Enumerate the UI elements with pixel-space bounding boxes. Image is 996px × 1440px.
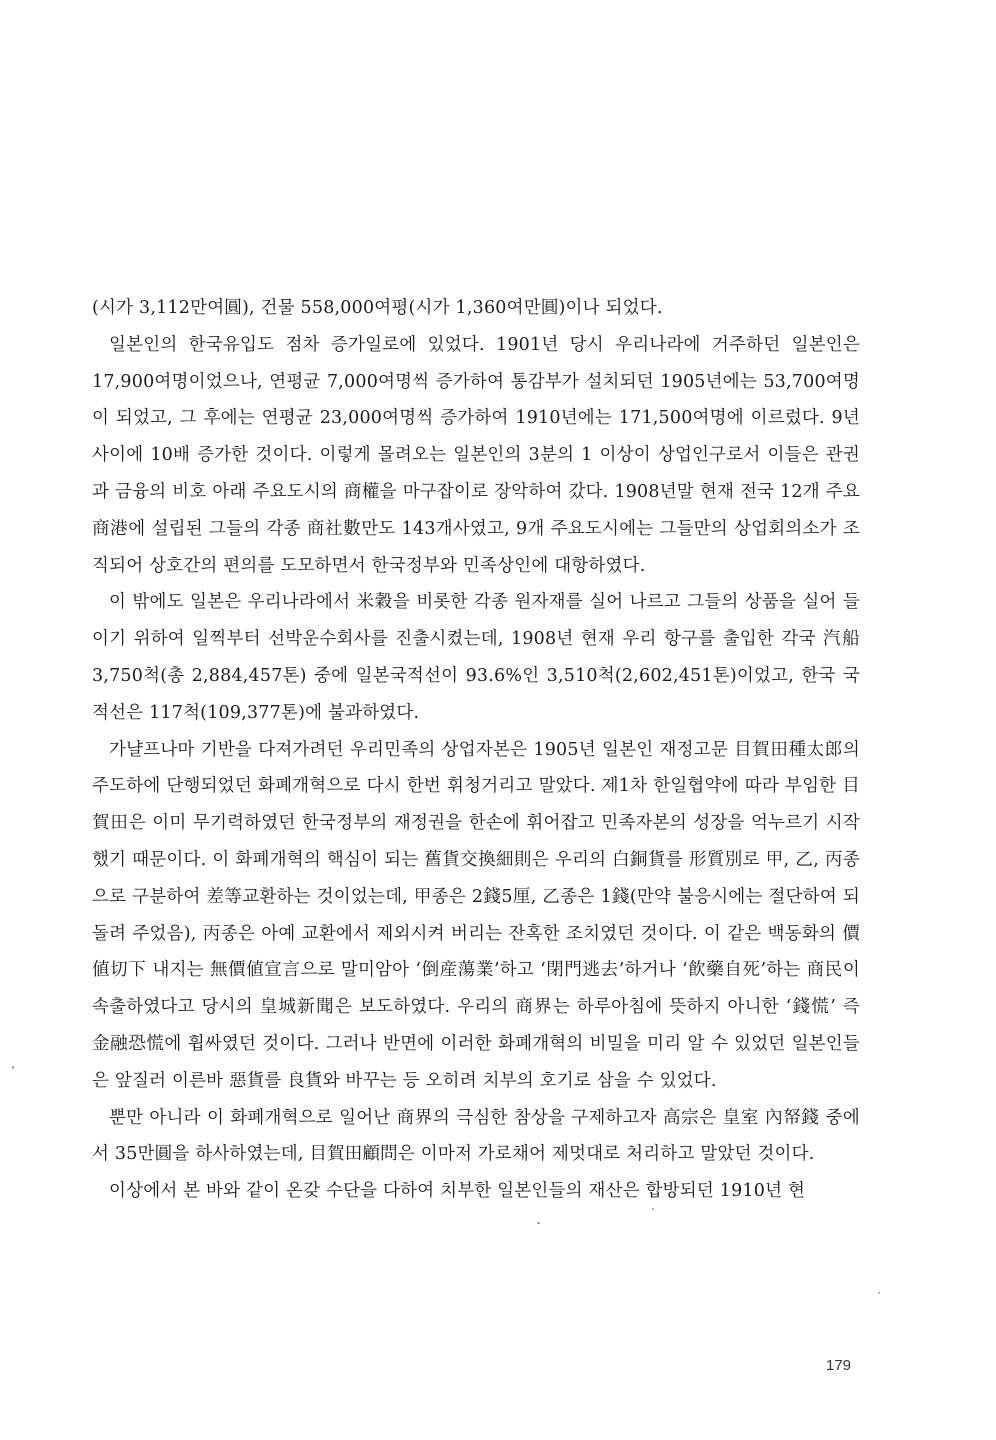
scan-speck <box>878 1292 880 1294</box>
paragraph-continuation: (시가 3,112만여圓), 건물 558,000여평(시가 1,360여만圓)이나 되었다. <box>92 298 663 318</box>
body-text <box>92 290 860 1210</box>
paragraph-currency-reform: 가냘프나마 기반을 다져가려던 우리민족의 상업자본은 1905년 일본인 재정고문 目賀田種太郎의 주도하에 단행되었던 화폐개혁으로 다시 한번 휘청거리고 말았다. 제1차 한일협약에 따라 부임한 目賀田은 이미 무기력하였던 한국정부의 재정권을 한손에 휘어잡고 민족자본의 성장을 억누르기 시작했기 때문이다. 이 화폐개혁의 핵심이 되는 舊貨交換細則은 우리의 白銅貨를 形質別로 甲, 乙, 丙종으로 구분하여 差等교환하는 것이었는데, 甲종은 2錢5厘, 乙종은 1錢(만약 불응시에는 절단하여 되돌려 주었음), 丙종은 아예 교환에서 제외시켜 버리는 잔혹한 조치였던 것이다. 이 같은 백동화의 價値切下 내지는 無價値宣言으로 말미암아 ‘倒産蕩業’하고 ‘閉門逃去’하거나 ‘飮藥自死’하는 商民이 속출하였다고 당시의 皇城新聞은 보도하였다. 우리의 商界는 하루아침에 뜻하지 아니한 ‘錢慌’ 즉 金融恐慌에 휩싸였던 것이다. 그러나 반면에 이러한 화폐개혁의 비밀을 미리 알 수 있었던 일본인들은 앞질러 이른바 惡貨를 良貨와 바꾸는 등 오히려 치부의 호기로 삼을 수 있었다. <box>92 739 860 1091</box>
paragraph-shipping: 이 밖에도 일본은 우리나라에서 米穀을 비롯한 각종 원자재를 실어 나르고 그들의 상품을 실어 들이기 위하여 일찍부터 선박운수회사를 진출시켰는데, 1908년 현재 우리 항구를 출입한 각국 汽船 3,750척(총 2,884,457톤) 중에 일본국적선이 93.6%인 3,510척(2,602,451톤)이었고, 한국 국적선은 117척(109,377톤)에 불과하였다. <box>92 592 860 723</box>
paragraph-japanese-immigration: 일본인의 한국유입도 점차 증가일로에 있었다. 1901년 당시 우리나라에 거주하던 일본인은 17,900여명이었으나, 연평균 7,000여명씩 증가하여 통감부가 설치되던 1905년에는 53,700여명이 되었고, 그 후에는 연평균 23,000여명씩 증가하여 1910년에는 171,500여명에 이르렀다. 9년 사이에 10배 증가한 것이다. 이렇게 몰려오는 일본인의 3분의 1 이상이 상업인구로서 이들은 관권과 금융의 비호 아래 주요도시의 商權을 마구잡이로 장악하여 갔다. 1908년말 현재 전국 12개 주요商港에 설립된 그들의 각종 商社數만도 143개사였고, 9개 주요도시에는 그들만의 상업회의소가 조직되어 상호간의 편의를 도모하면서 한국정부와 민족상인에 대항하였다. <box>92 334 860 576</box>
scan-speck <box>652 1208 654 1210</box>
scan-speck <box>12 1066 14 1069</box>
paragraph-royal-relief-fund: 뿐만 아니라 이 화폐개혁으로 일어난 商界의 극심한 참상을 구제하고자 高宗은 皇室 內帑錢 중에서 35만圓을 하사하였는데, 目賀田顧問은 이마저 가로채어 제멋대로 처리하고 말았던 것이다. <box>92 1107 860 1165</box>
page-number: 179 <box>826 1357 852 1374</box>
scan-speck <box>537 1222 540 1224</box>
paragraph-japanese-assets: 이상에서 본 바와 같이 온갖 수단을 다하여 치부한 일본인들의 재산은 합방되던 1910년 현 <box>109 1181 806 1202</box>
